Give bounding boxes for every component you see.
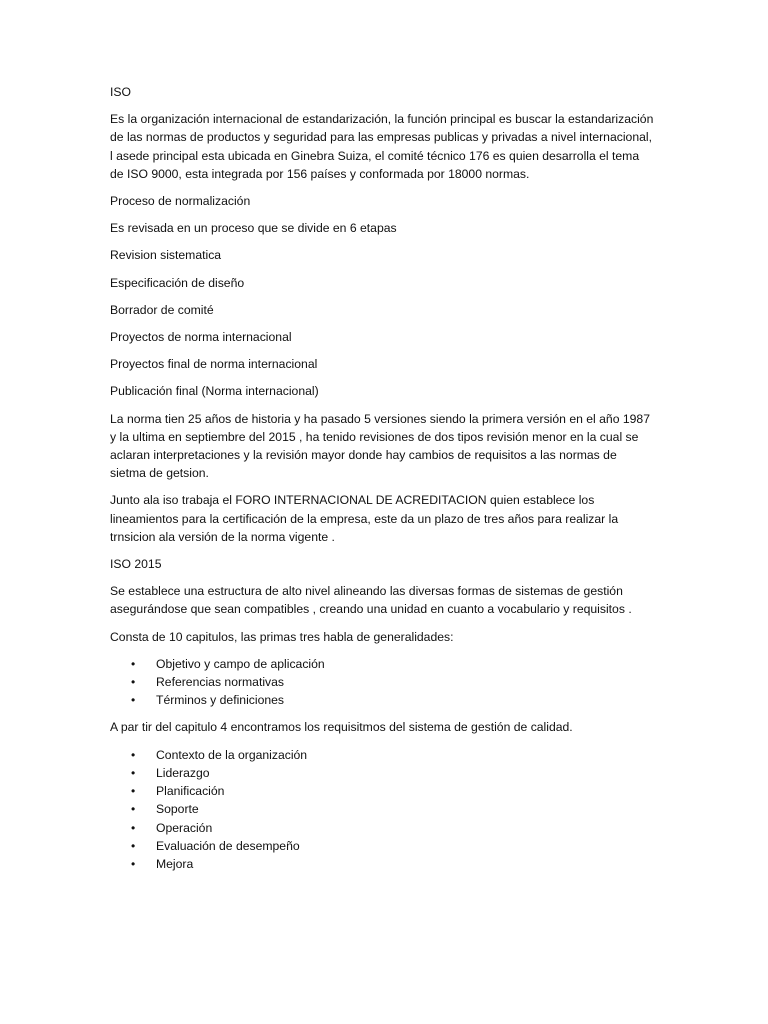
bullet-icon: •	[131, 765, 136, 780]
bullet-icon: •	[131, 693, 136, 708]
bullet-icon: •	[131, 784, 136, 799]
general-items-list	[110, 655, 655, 710]
list-item	[110, 673, 655, 691]
chapters-intro: Consta de 10 capitulos, las primas tres habla de generalidades:	[110, 629, 454, 644]
list-item-label: Operación	[156, 820, 213, 835]
list-item	[110, 746, 655, 764]
document-page	[110, 83, 655, 882]
list-item	[110, 764, 655, 782]
bullet-icon: •	[131, 856, 136, 871]
bullet-icon: •	[131, 675, 136, 690]
list-item-label: Contexto de la organización	[156, 747, 308, 762]
document-title: ISO	[110, 85, 131, 99]
stage-item: Borrador de comité	[110, 302, 214, 317]
bullet-icon: •	[131, 802, 136, 817]
history-paragraph: La norma tien 25 años de historia y ha pasado 5 versiones siendo la primera versión en el año 1987 y la ultima en septiembre del 2015 , ha tenido revisiones de dos tipos revisión menor en la cual se aclaran interpretaciones y la revisión mayor donde hay cambios de requisitos a las normas de sietma de getsion.	[110, 411, 650, 481]
list-item-label: Soporte	[156, 802, 199, 817]
list-item-label: Referencias normativas	[156, 675, 285, 690]
list-item	[110, 655, 655, 673]
bullet-icon: •	[131, 820, 136, 835]
process-heading: Proceso de normalización	[110, 194, 251, 209]
list-item	[110, 782, 655, 800]
foro-paragraph: Junto ala iso trabaja el FORO INTERNACIONAL DE ACREDITACION quien establece los lineamientos para la certificación de la empresa, este da un plazo de tres años para realizar la trnsicion ala versión de la norma vigente .	[110, 493, 619, 544]
list-item-label: Planificación	[156, 784, 225, 799]
process-intro: Es revisada en un proceso que se divide en 6 etapas	[110, 221, 397, 236]
list-item	[110, 800, 655, 818]
list-item	[110, 837, 655, 855]
list-item-label: Mejora	[156, 856, 194, 871]
stage-item: Especificación de diseño	[110, 275, 245, 290]
list-item-label: Evaluación de desempeño	[156, 838, 300, 853]
intro-paragraph: Es la organización internacional de estandarización, la función principal es buscar la estandarización de las normas de productos y seguridad para las empresas publicas y privadas a nivel internacional, l asede principal esta ubicada en Ginebra Suiza, el comité técnico 176 es quien desarrolla el tema de ISO 9000, esta integrada por 156 países y conformada por 18000 normas.	[110, 112, 654, 181]
iso2015-paragraph: Se establece una estructura de alto nivel alineando las diversas formas de sistemas de gestión asegurándose que sean compatibles , creando una unidad en cuanto a vocabulario y requisitos .	[110, 584, 632, 617]
bullet-icon: •	[131, 747, 136, 762]
stage-item: Revision sistematica	[110, 248, 222, 263]
list-item	[110, 855, 655, 873]
stage-item: Proyectos de norma internacional	[110, 330, 292, 345]
iso2015-heading: ISO 2015	[110, 557, 162, 572]
list-item-label: Términos y definiciones	[156, 693, 285, 708]
list-item-label: Liderazgo	[156, 765, 210, 780]
list-item	[110, 691, 655, 709]
bullet-icon: •	[131, 656, 136, 671]
stage-item: Publicación final (Norma internacional)	[110, 384, 319, 399]
list-item-label: Objetivo y campo de aplicación	[156, 656, 325, 671]
list-item	[110, 819, 655, 837]
bullet-icon: •	[131, 838, 136, 853]
stage-item: Proyectos final de norma internacional	[110, 357, 318, 372]
requirement-items-list	[110, 746, 655, 873]
chapter4-intro: A par tir del capitulo 4 encontramos los requisitmos del sistema de gestión de calidad.	[110, 720, 573, 735]
